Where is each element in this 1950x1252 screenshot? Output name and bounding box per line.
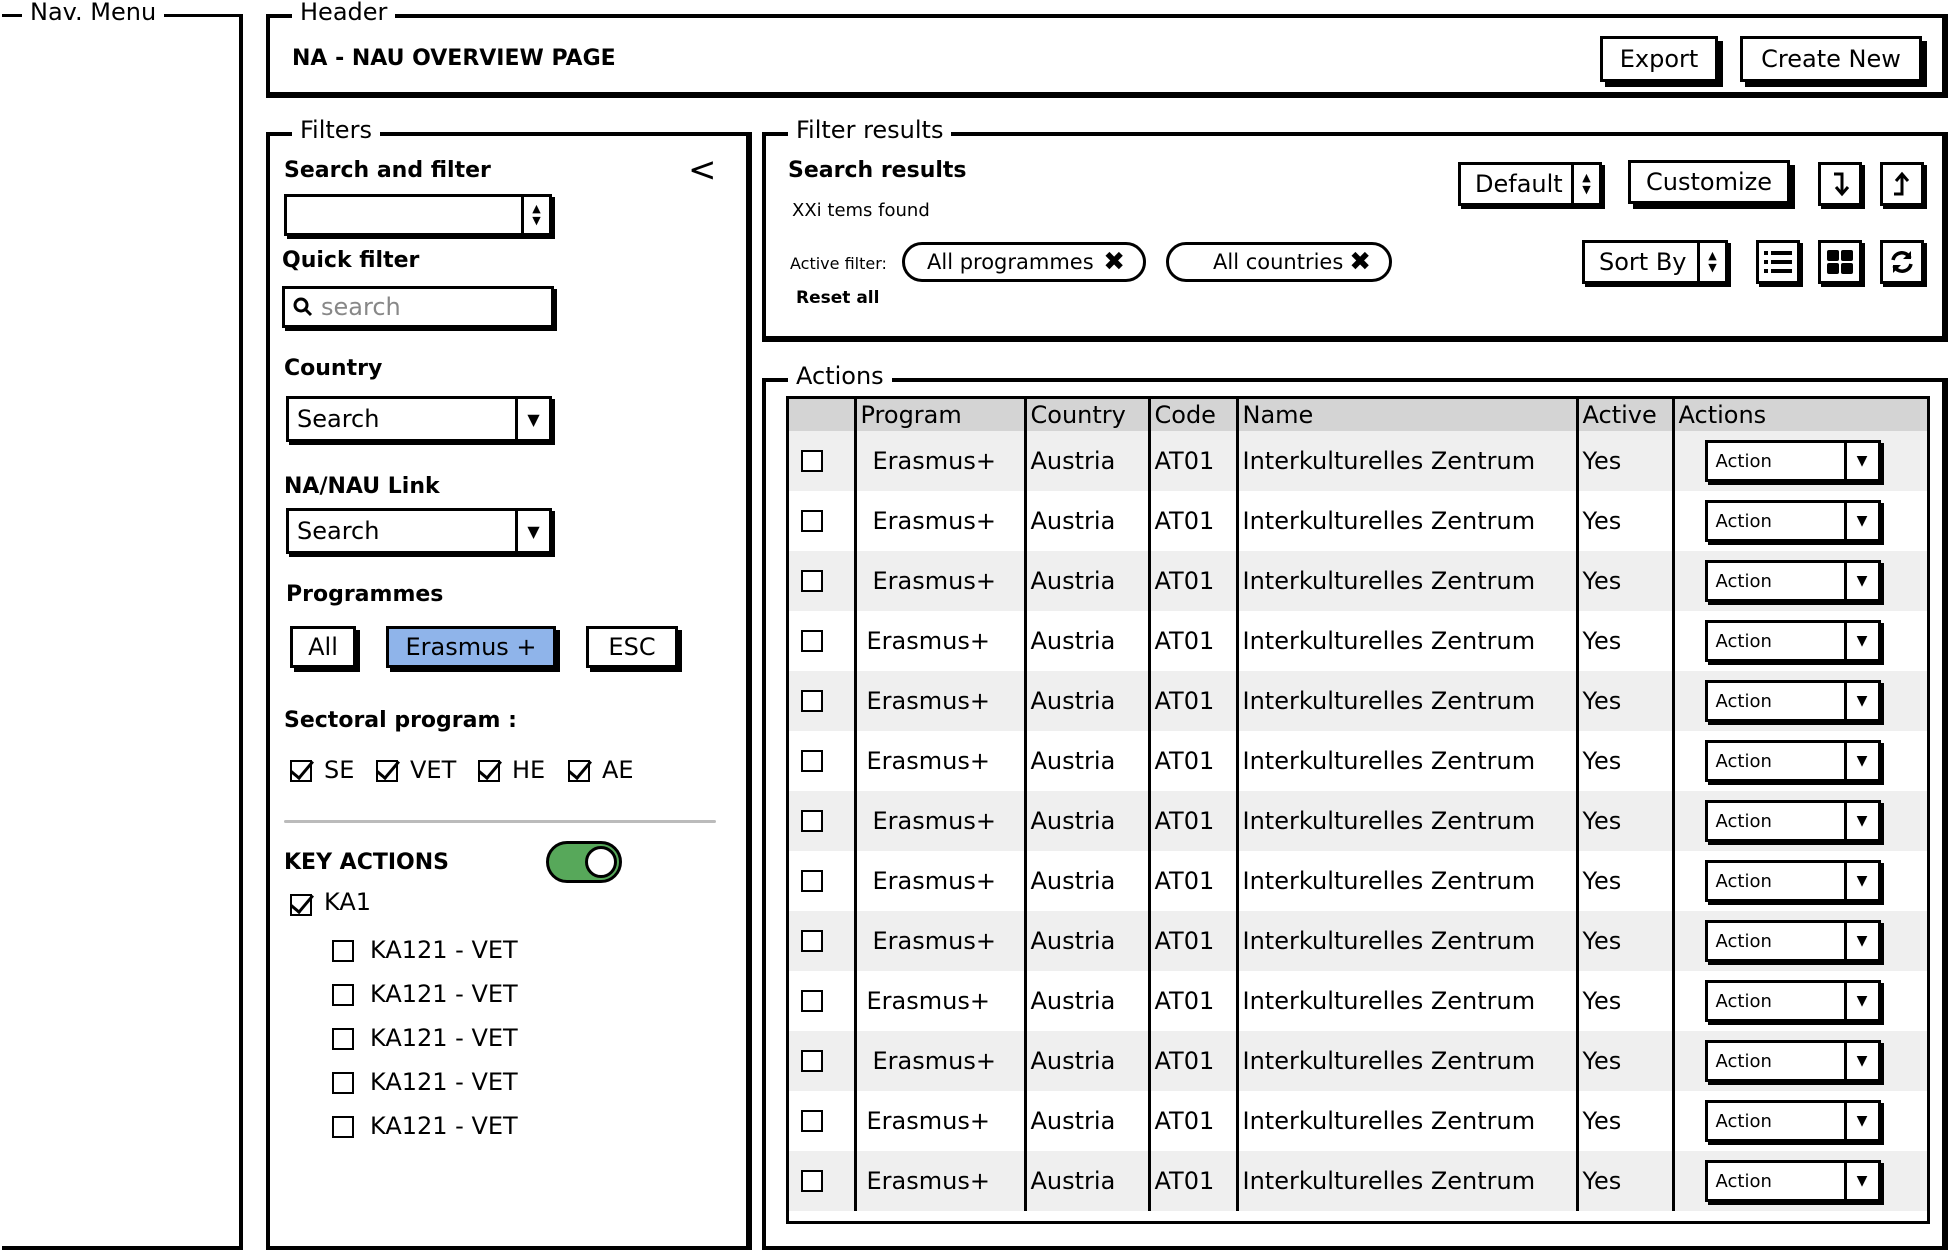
program-cell: Erasmus+ [855, 491, 1025, 551]
name-cell: Interkulturelles Zentrum [1237, 791, 1577, 851]
ka1-checkbox[interactable] [290, 894, 312, 916]
active-cell: Yes [1577, 491, 1673, 551]
action-select-value: Action [1715, 630, 1772, 652]
name-cell: Interkulturelles Zentrum [1237, 1091, 1577, 1151]
code-cell: AT01 [1149, 911, 1237, 971]
row-select-cell [789, 611, 855, 671]
program-cell: Erasmus+ [855, 971, 1025, 1031]
sectoral-ae-label: AE [602, 756, 634, 784]
chevron-down-icon[interactable]: ▼ [1844, 563, 1878, 599]
actions-cell [1673, 551, 1930, 611]
name-cell: Interkulturelles Zentrum [1237, 611, 1577, 671]
row-checkbox[interactable] [801, 990, 823, 1012]
program-cell: Erasmus+ [855, 671, 1025, 731]
select-column-header [789, 399, 855, 431]
code-cell: AT01 [1149, 791, 1237, 851]
chevron-down-icon[interactable]: ▼ [1844, 743, 1878, 779]
action-select[interactable] [1705, 920, 1881, 962]
row-checkbox[interactable] [801, 1110, 823, 1132]
country-select-value: Search [297, 405, 380, 433]
sectoral-he-checkbox[interactable] [478, 760, 500, 782]
action-select-value: Action [1715, 510, 1772, 532]
actions-legend: Actions [788, 362, 892, 390]
country-cell: Austria [1025, 551, 1149, 611]
table-row[interactable] [789, 1031, 1930, 1091]
program-cell: Erasmus+ [855, 851, 1025, 911]
table-row[interactable] [789, 611, 1930, 671]
code-cell: AT01 [1149, 611, 1237, 671]
actions-cell [1673, 731, 1930, 791]
ka-item-label: KA121 - VET [370, 936, 518, 964]
ka-item-label: KA121 - VET [370, 1068, 518, 1096]
filters-panel [266, 116, 752, 1250]
action-select[interactable] [1705, 1100, 1881, 1142]
row-select-cell [789, 851, 855, 911]
link-select[interactable] [286, 508, 552, 554]
row-select-cell [789, 1091, 855, 1151]
active-filter-label: Active filter: [790, 254, 887, 273]
filter-pill-label: All countries [1213, 250, 1344, 274]
country-label: Country [284, 356, 383, 381]
active-cell: Yes [1577, 851, 1673, 911]
sectoral-label: Sectoral program : [284, 708, 517, 733]
program-cell: Erasmus+ [855, 731, 1025, 791]
chevron-down-icon[interactable]: ▼ [1844, 863, 1878, 899]
country-cell: Austria [1025, 971, 1149, 1031]
actions-cell [1673, 971, 1930, 1031]
name-cell: Interkulturelles Zentrum [1237, 911, 1577, 971]
spinner-arrows-icon[interactable]: ▲ ▼ [1571, 165, 1599, 203]
action-select[interactable] [1705, 1160, 1881, 1202]
ka-item-label: KA121 - VET [370, 980, 518, 1008]
country-cell: Austria [1025, 611, 1149, 671]
name-cell: Interkulturelles Zentrum [1237, 1151, 1577, 1211]
active-cell: Yes [1577, 731, 1673, 791]
active-cell: Yes [1577, 671, 1673, 731]
column-header: Actions [1673, 399, 1930, 431]
active-cell: Yes [1577, 1031, 1673, 1091]
view-select-value: Default [1475, 170, 1563, 198]
filter-pill-countries[interactable] [1166, 242, 1392, 282]
table-row[interactable] [789, 551, 1930, 611]
code-cell: AT01 [1149, 671, 1237, 731]
filters-legend: Filters [292, 116, 380, 144]
action-select[interactable] [1705, 800, 1881, 842]
country-cell: Austria [1025, 851, 1149, 911]
action-select-value: Action [1715, 930, 1772, 952]
country-cell: Austria [1025, 1031, 1149, 1091]
row-checkbox[interactable] [801, 690, 823, 712]
view-select[interactable] [1458, 162, 1602, 206]
programme-all-button[interactable]: All [290, 626, 356, 668]
header [266, 0, 1948, 98]
quick-filter-label: Quick filter [282, 248, 420, 273]
code-cell: AT01 [1149, 491, 1237, 551]
code-cell: AT01 [1149, 731, 1237, 791]
program-cell: Erasmus+ [855, 1031, 1025, 1091]
code-cell: AT01 [1149, 851, 1237, 911]
action-select-value: Action [1715, 1050, 1772, 1072]
active-cell: Yes [1577, 911, 1673, 971]
active-cell: Yes [1577, 971, 1673, 1031]
programmes-label: Programmes [286, 582, 444, 607]
header-legend: Header [292, 0, 395, 26]
chevron-down-icon[interactable]: ▼ [1844, 1163, 1878, 1199]
action-select[interactable] [1705, 860, 1881, 902]
chevron-down-icon[interactable]: ▼ [1844, 683, 1878, 719]
table-row[interactable] [789, 971, 1930, 1031]
action-select-value: Action [1715, 570, 1772, 592]
program-cell: Erasmus+ [855, 1151, 1025, 1211]
table-header-row [789, 399, 1930, 431]
filters-divider [284, 820, 716, 823]
search-results-title: Search results [788, 158, 967, 183]
chevron-down-icon[interactable]: ▼ [1844, 923, 1878, 959]
action-select-value: Action [1715, 750, 1772, 772]
program-cell: Erasmus+ [855, 611, 1025, 671]
actions-cell [1673, 491, 1930, 551]
action-select[interactable] [1705, 980, 1881, 1022]
active-cell: Yes [1577, 1091, 1673, 1151]
row-select-cell [789, 911, 855, 971]
row-select-cell [789, 551, 855, 611]
row-select-cell [789, 731, 855, 791]
action-select-value: Action [1715, 450, 1772, 472]
collapse-chevron-icon[interactable]: < [688, 150, 717, 190]
country-cell: Austria [1025, 1091, 1149, 1151]
list-view-icon[interactable] [1756, 240, 1800, 284]
download-icon[interactable] [1818, 162, 1862, 206]
filter-results-legend: Filter results [788, 116, 951, 144]
code-cell: AT01 [1149, 551, 1237, 611]
search-icon [291, 295, 315, 319]
chevron-down-icon[interactable]: ▼ [1844, 1043, 1878, 1079]
row-select-cell [789, 1151, 855, 1211]
column-header[interactable]: Active [1577, 399, 1673, 431]
country-cell: Austria [1025, 791, 1149, 851]
name-cell: Interkulturelles Zentrum [1237, 671, 1577, 731]
active-cell: Yes [1577, 791, 1673, 851]
chevron-down-icon[interactable]: ▼ [1844, 1103, 1878, 1139]
actions-cell [1673, 1031, 1930, 1091]
actions-panel [762, 362, 1948, 1250]
sort-by-select[interactable] [1582, 240, 1728, 284]
action-select[interactable] [1705, 560, 1881, 602]
code-cell: AT01 [1149, 971, 1237, 1031]
filter-results-panel [762, 116, 1948, 342]
column-header[interactable]: Code [1149, 399, 1237, 431]
ka-item-checkbox[interactable] [332, 1072, 354, 1094]
create-new-button[interactable]: Create New [1740, 36, 1922, 82]
sectoral-vet-label: VET [410, 756, 457, 784]
ka-item-checkbox[interactable] [332, 1028, 354, 1050]
table-row[interactable] [789, 1151, 1930, 1211]
active-cell: Yes [1577, 1151, 1673, 1211]
program-cell: Erasmus+ [855, 431, 1025, 491]
spinner-arrows-icon[interactable]: ▲ ▼ [1697, 243, 1725, 281]
active-cell: Yes [1577, 551, 1673, 611]
chevron-down-icon[interactable]: ▼ [515, 399, 549, 439]
search-filter-spinner[interactable] [284, 194, 552, 236]
action-select-value: Action [1715, 810, 1772, 832]
action-select[interactable] [1705, 1040, 1881, 1082]
country-cell: Austria [1025, 911, 1149, 971]
action-select[interactable] [1705, 620, 1881, 662]
link-select-value: Search [297, 517, 380, 545]
country-cell: Austria [1025, 671, 1149, 731]
grid-view-icon[interactable] [1818, 240, 1862, 284]
programme-erasmus-button[interactable]: Erasmus + [386, 626, 556, 668]
items-found-text: XXi tems found [792, 200, 930, 221]
export-button[interactable]: Export [1600, 36, 1718, 82]
chevron-down-icon[interactable]: ▼ [1844, 623, 1878, 659]
quick-filter-placeholder: search [321, 293, 401, 321]
table-row[interactable] [789, 431, 1930, 491]
sectoral-se-label: SE [324, 756, 355, 784]
actions-table [786, 396, 1930, 1224]
ka-item-checkbox[interactable] [332, 940, 354, 962]
sectoral-vet-checkbox[interactable] [376, 760, 398, 782]
name-cell: Interkulturelles Zentrum [1237, 551, 1577, 611]
program-cell: Erasmus+ [855, 551, 1025, 611]
row-select-cell [789, 491, 855, 551]
column-header[interactable]: Name [1237, 399, 1577, 431]
actions-cell [1673, 1091, 1930, 1151]
key-actions-label: KEY ACTIONS [284, 850, 449, 875]
row-checkbox[interactable] [801, 1050, 823, 1072]
link-label: NA/NAU Link [284, 474, 440, 499]
filter-pill-label: All programmes [927, 250, 1094, 274]
code-cell: AT01 [1149, 1031, 1237, 1091]
actions-cell [1673, 431, 1930, 491]
country-cell: Austria [1025, 731, 1149, 791]
code-cell: AT01 [1149, 431, 1237, 491]
actions-cell [1673, 791, 1930, 851]
row-checkbox[interactable] [801, 570, 823, 592]
row-checkbox[interactable] [801, 450, 823, 472]
actions-cell [1673, 911, 1930, 971]
chevron-down-icon[interactable]: ▼ [1844, 443, 1878, 479]
table-row[interactable] [789, 911, 1930, 971]
program-cell: Erasmus+ [855, 911, 1025, 971]
column-header[interactable]: Program [855, 399, 1025, 431]
actions-cell [1673, 851, 1930, 911]
action-select[interactable] [1705, 740, 1881, 782]
table-row[interactable] [789, 731, 1930, 791]
sectoral-ae-checkbox[interactable] [568, 760, 590, 782]
quick-filter-input[interactable] [282, 286, 554, 328]
action-select-value: Action [1715, 1110, 1772, 1132]
sectoral-se-checkbox[interactable] [290, 760, 312, 782]
row-select-cell [789, 971, 855, 1031]
table-row[interactable] [789, 1091, 1930, 1151]
column-header[interactable]: Country [1025, 399, 1149, 431]
program-cell: Erasmus+ [855, 1091, 1025, 1151]
row-checkbox[interactable] [801, 510, 823, 532]
active-cell: Yes [1577, 431, 1673, 491]
actions-cell [1673, 1151, 1930, 1211]
actions-cell [1673, 611, 1930, 671]
name-cell: Interkulturelles Zentrum [1237, 971, 1577, 1031]
ka-item-label: KA121 - VET [370, 1112, 518, 1140]
table-row[interactable] [789, 791, 1930, 851]
toggle-knob [585, 846, 617, 878]
table-row[interactable] [789, 851, 1930, 911]
name-cell: Interkulturelles Zentrum [1237, 1031, 1577, 1091]
sectoral-he-label: HE [512, 756, 546, 784]
table-row[interactable] [789, 671, 1930, 731]
row-checkbox[interactable] [801, 930, 823, 952]
refresh-icon[interactable] [1880, 240, 1924, 284]
ka1-label: KA1 [324, 888, 372, 916]
sort-by-value: Sort By [1599, 248, 1687, 276]
row-checkbox[interactable] [801, 750, 823, 772]
actions-cell [1673, 671, 1930, 731]
row-select-cell [789, 1031, 855, 1091]
programme-esc-button[interactable]: ESC [586, 626, 678, 668]
nav-menu-legend: Nav. Menu [22, 0, 164, 26]
name-cell: Interkulturelles Zentrum [1237, 431, 1577, 491]
table-row[interactable] [789, 491, 1930, 551]
reset-all-link[interactable]: Reset all [796, 288, 880, 308]
chevron-down-icon[interactable]: ▼ [1844, 503, 1878, 539]
ka-item-checkbox[interactable] [332, 984, 354, 1006]
row-checkbox[interactable] [801, 870, 823, 892]
code-cell: AT01 [1149, 1151, 1237, 1211]
spinner-arrows-icon[interactable]: ▲ ▼ [521, 197, 549, 233]
filter-pill-programmes[interactable] [902, 242, 1146, 282]
active-cell: Yes [1577, 611, 1673, 671]
program-cell: Erasmus+ [855, 791, 1025, 851]
action-select-value: Action [1715, 990, 1772, 1012]
action-select[interactable] [1705, 440, 1881, 482]
action-select[interactable] [1705, 680, 1881, 722]
chevron-down-icon[interactable]: ▼ [515, 511, 549, 551]
ka-item-checkbox[interactable] [332, 1116, 354, 1138]
chevron-down-icon[interactable]: ▼ [1844, 983, 1878, 1019]
chevron-down-icon[interactable]: ▼ [1844, 803, 1878, 839]
nav-menu [2, 0, 243, 1250]
customize-button[interactable]: Customize [1628, 160, 1790, 204]
row-checkbox[interactable] [801, 630, 823, 652]
row-select-cell [789, 431, 855, 491]
name-cell: Interkulturelles Zentrum [1237, 731, 1577, 791]
code-cell: AT01 [1149, 1091, 1237, 1151]
country-cell: Austria [1025, 491, 1149, 551]
country-cell: Austria [1025, 1151, 1149, 1211]
name-cell: Interkulturelles Zentrum [1237, 491, 1577, 551]
close-icon[interactable]: ✖ [1103, 247, 1125, 277]
row-select-cell [789, 671, 855, 731]
close-icon[interactable]: ✖ [1349, 247, 1371, 277]
action-select[interactable] [1705, 500, 1881, 542]
key-actions-toggle[interactable] [546, 841, 622, 883]
country-select[interactable] [286, 396, 552, 442]
row-checkbox[interactable] [801, 810, 823, 832]
row-select-cell [789, 791, 855, 851]
action-select-value: Action [1715, 870, 1772, 892]
country-cell: Austria [1025, 431, 1149, 491]
upload-icon[interactable] [1880, 162, 1924, 206]
search-filter-label: Search and filter [284, 158, 491, 183]
row-checkbox[interactable] [801, 1170, 823, 1192]
name-cell: Interkulturelles Zentrum [1237, 851, 1577, 911]
action-select-value: Action [1715, 690, 1772, 712]
action-select-value: Action [1715, 1170, 1772, 1192]
ka-item-label: KA121 - VET [370, 1024, 518, 1052]
page-title: NA - NAU OVERVIEW PAGE [292, 46, 616, 71]
